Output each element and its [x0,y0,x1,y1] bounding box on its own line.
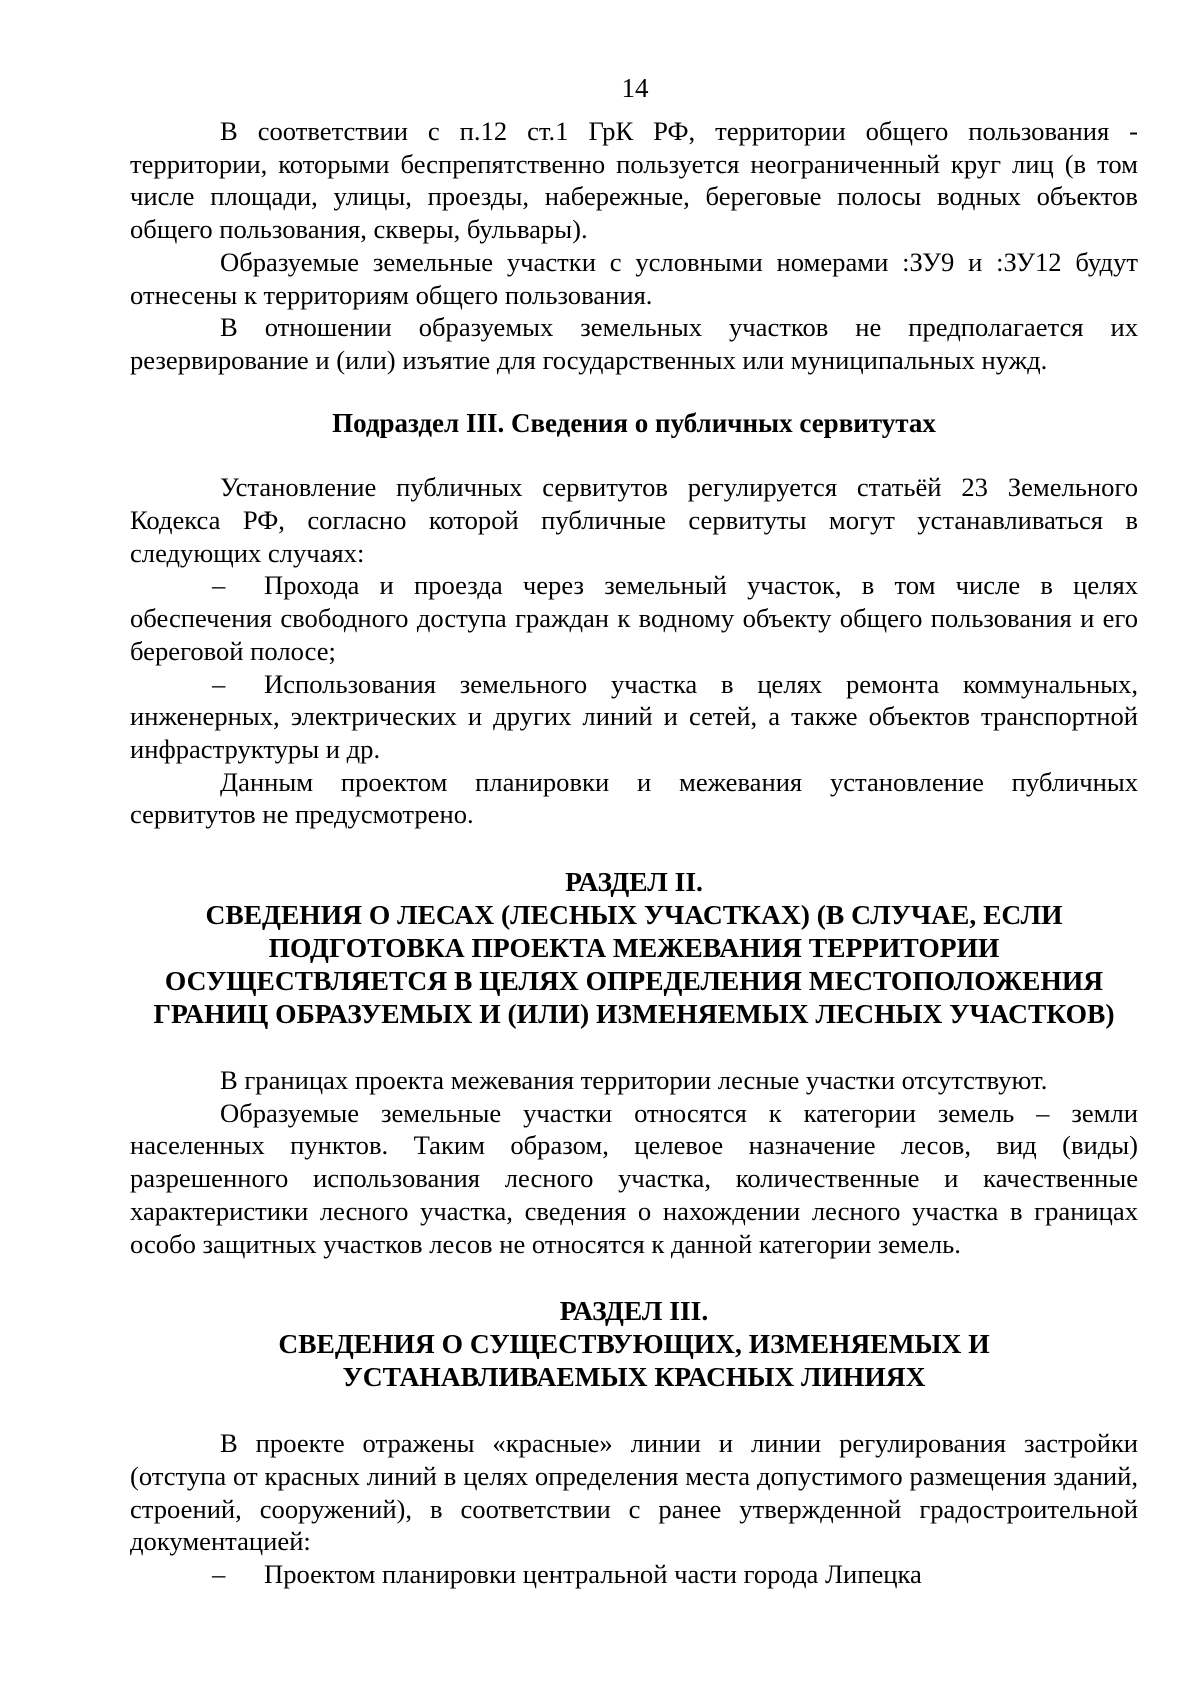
page-content [130,115,1138,1591]
section-2-heading-line: ПОДГОТОВКА ПРОЕКТА МЕЖЕВАНИЯ ТЕРРИТОРИИ [268,932,1000,964]
list-item [130,668,1138,766]
section-3-heading-line: СВЕДЕНИЯ О СУЩЕСТВУЮЩИХ, ИЗМЕНЯЕМЫХ И [278,1328,990,1360]
list-item-text: Использования земельного участка в целях ремонта коммунальных, инженерных, электрических и других линий и сетей, а также объектов транспортной инфраструктуры и др. [130,668,1138,764]
list-item-text: Проектом планировки центральной части города Липецка [264,1559,922,1590]
section-3-heading [130,1294,1138,1393]
list-item-text: Прохода и проезда через земельный участок, в том числе в целях обеспечения свободного доступа граждан к водному объекту общего пользования и его береговой полосе; [130,570,1138,666]
section-2-heading [130,865,1138,1030]
list-item [130,1558,1138,1591]
section-2-heading-line: ОСУЩЕСТВЛЯЕТСЯ В ЦЕЛЯХ ОПРЕДЕЛЕНИЯ МЕСТОПОЛОЖЕНИЯ [164,965,1104,997]
bullet-dash: – [212,668,226,699]
paragraph-public-territories-parcels: Образуемые земельные участки с условными номерами :ЗУ9 и :ЗУ12 будут отнесены к территориям общего пользования. [130,246,1138,310]
section-2-heading-line: РАЗДЕЛ II. [565,866,703,898]
paragraph-servitudes-conclusion: Данным проектом планировки и межевания установление публичных сервитутов не предусмотрено. [130,766,1138,830]
paragraph-red-lines: В проекте отражены «красные» линии и линии регулирования застройки (отступа от красных линий в целях определения места допустимого размещения зданий, строений, сооружений), в соответствии с ранее утвержденной градостроительной документацией: [130,1428,1138,1557]
section-3-heading-line: УСТАНАВЛИВАЕМЫХ КРАСНЫХ ЛИНИЯХ [342,1361,926,1393]
list-item [130,569,1138,667]
paragraph-servitudes-intro: Установление публичных сервитутов регулируется статьёй 23 Земельного Кодекса РФ, согласно которой публичные сервитуты могут устанавливаться в следующих случаях: [130,472,1138,568]
page-number: 14 [621,73,649,103]
subsection-3-heading: Подраздел III. Сведения о публичных сервитутах [332,407,936,438]
section-2-heading-line: ГРАНИЦ ОБРАЗУЕМЫХ И (ИЛИ) ИЗМЕНЯЕМЫХ ЛЕСНЫХ УЧАСТКОВ) [153,998,1115,1030]
paragraph-no-forest-plots: В границах проекта межевания территории лесные участки отсутствуют. [220,1065,1048,1096]
section-2-heading-line: СВЕДЕНИЯ О ЛЕСАХ (ЛЕСНЫХ УЧАСТКАХ) (В СЛУЧАЕ, ЕСЛИ [205,899,1063,931]
paragraph-land-category: Образуемые земельные участки относятся к категории земель – земли населенных пунктов. Таким образом, целевое назначение лесов, вид (виды) разрешенного использования лесного участка, количественные и качественные характеристики лесного участка, сведения о нахождении лесного участка в границах особо защитных участков лесов не относятся к данной категории земель. [130,1097,1138,1259]
bullet-dash: – [212,570,226,601]
section-3-heading-line: РАЗДЕЛ III. [559,1295,709,1327]
paragraph-public-territories-definition: В соответствии с п.12 ст.1 ГрК РФ, территории общего пользования - территории, которыми беспрепятственно пользуется неограниченный круг лиц (в том числе площади, улицы, проезды, набережные, береговые полосы водных объектов общего пользования, скверы, бульвары). [130,116,1138,245]
bullet-dash: – [212,1559,226,1590]
paragraph-no-reservation: В отношении образуемых земельных участков не предполагается их резервирование и (или) изъятие для государственных или муниципальных нужд. [130,312,1138,375]
